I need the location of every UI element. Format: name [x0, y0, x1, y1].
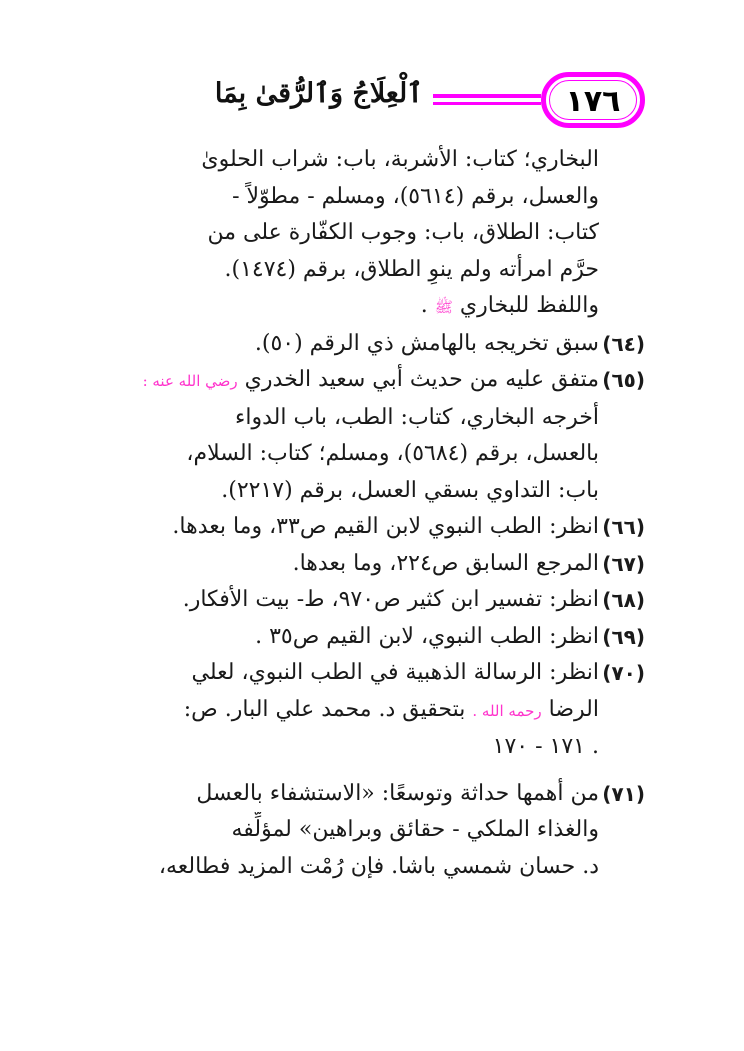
- footnote-67: [100, 546, 645, 583]
- text-line: . ١٧١ - ١٧٠: [492, 734, 599, 759]
- footnote-text: [100, 362, 599, 509]
- footnote-number: (٧١): [602, 781, 645, 806]
- text-line: واللفظ للبخاري ﷺ .: [420, 293, 599, 318]
- text-line: بالعسل، برقم (٥٦٨٤)، ومسلم؛ كتاب: السلام،: [186, 441, 599, 466]
- page-number-badge: [541, 72, 645, 128]
- footnote-66: [100, 509, 645, 546]
- text-line: انظر: تفسير ابن كثير ص٩٧٠، ط- بيت الأفكار.: [182, 587, 599, 612]
- text-fragment: الرضا: [548, 696, 599, 722]
- footnote-number: (٧٠): [602, 661, 645, 685]
- text-line: والعسل، برقم (٥٦١٤)، ومسلم - مطوّلاً -: [232, 183, 599, 209]
- footnote-number: (٦٨): [602, 588, 645, 612]
- page-header: [100, 72, 645, 134]
- text-line: والغذاء الملكي - حقائق وبراهين» لمؤلِّفه: [231, 817, 599, 842]
- text-line: انظر: الرسالة الذهبية في الطب النبوي، لعلي: [191, 660, 599, 685]
- footnote-text: [100, 546, 599, 583]
- text-line: من أهمها حداثة وتوسعًا: «الاستشفاء بالعسل: [196, 780, 599, 806]
- running-title: ٱلْعِلَاجُ وَٱلرُّقىٰ بِمَا: [214, 78, 423, 109]
- text-fragment: واللفظ للبخاري: [459, 293, 599, 318]
- text-fragment: بتحقيق د. محمد علي البار. ص:: [183, 696, 466, 722]
- honorific-glyph: ﷺ: [434, 298, 453, 316]
- text-line: [100, 692, 599, 730]
- footnote-text: [100, 776, 599, 886]
- text-line: سبق تخريجه بالهامش ذي الرقم (٥٠).: [254, 330, 599, 356]
- text-line: البخاري؛ كتاب: الأشربة، باب: شراب الحلوىٰ: [201, 147, 599, 172]
- footnote-number: (٦٥): [602, 368, 645, 392]
- text-line: انظر: الطب النبوي لابن القيم ص٣٣، وما بعدها.: [172, 514, 599, 539]
- text-line: حرَّم امرأته ولم ينوِ الطلاق، برقم (١٤٧٤).: [224, 256, 599, 282]
- continued-footnote: [100, 142, 599, 326]
- honorific-glyph: رحمه الله .: [472, 701, 542, 720]
- text-line: انظر: الطب النبوي، لابن القيم ص٣٥ .: [255, 623, 599, 649]
- footnotes-body: [100, 142, 645, 885]
- text-line: د. حسان شمسي باشا. فإن رُمْت المزيد فطالعه،: [158, 853, 599, 879]
- footnote-69: [100, 619, 645, 656]
- footnote-number: (٦٩): [602, 624, 645, 649]
- footnote-65: [100, 362, 645, 509]
- text-line: باب: التداوي بسقي العسل، برقم (٢٢١٧).: [221, 477, 599, 503]
- footnote-number: (٦٧): [602, 551, 645, 576]
- honorific-glyph: رضي الله عنه :: [142, 372, 238, 390]
- footnote-text: [100, 582, 599, 619]
- footnote-64: [100, 326, 645, 363]
- text-line: [100, 362, 599, 400]
- footnote-71: [100, 776, 645, 886]
- footnote-number: (٦٦): [602, 515, 645, 539]
- text-line: كتاب: الطلاق، باب: وجوب الكفّارة على من: [207, 220, 599, 245]
- text-line: أخرجه البخاري، كتاب: الطب، باب الدواء: [235, 404, 599, 430]
- footnote-text: [100, 509, 599, 546]
- footnote-text: [100, 619, 599, 656]
- text-line: المرجع السابق ص٢٢٤، وما بعدها.: [292, 550, 599, 576]
- footnote-number: (٦٤): [602, 331, 645, 356]
- footnote-70: [100, 655, 645, 766]
- footnote-68: [100, 582, 645, 619]
- text-fragment: متفق عليه من حديث أبي سعيد الخدري: [244, 367, 599, 392]
- footnote-text: [100, 326, 599, 363]
- header-decorative-rule: [433, 94, 541, 106]
- page-number: ١٧٦: [565, 83, 621, 119]
- footnote-text: [100, 655, 599, 766]
